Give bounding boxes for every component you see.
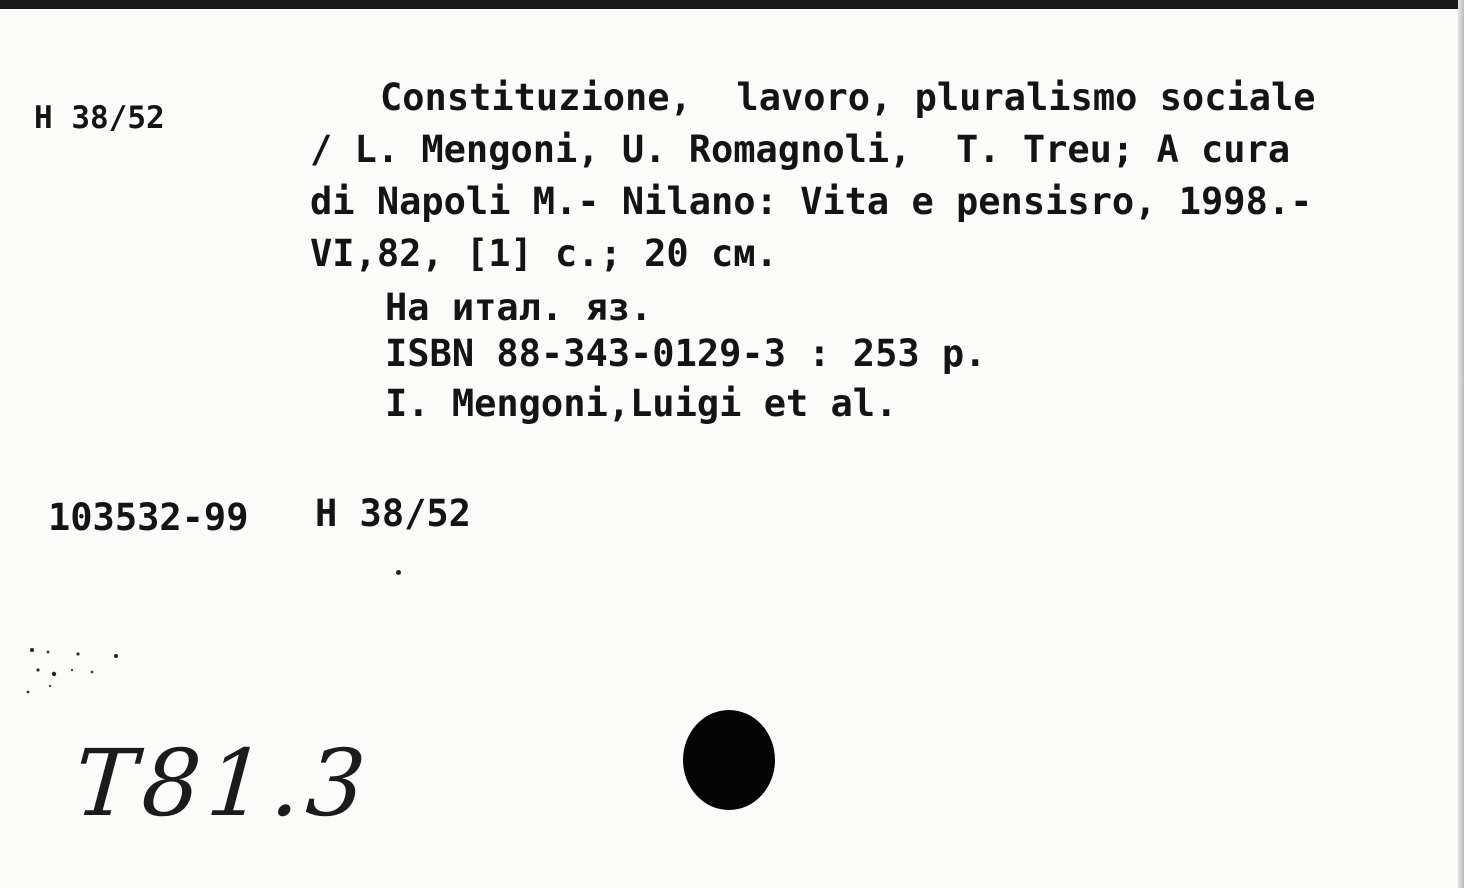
handwritten-mark: T81.3 xyxy=(71,730,375,837)
punch-hole xyxy=(683,710,775,810)
card-top-edge xyxy=(0,0,1464,9)
entry-line-1: Constituzione, lavoro, pluralismo sociale xyxy=(380,76,1316,119)
added-entry-note: I. Mengoni,Luigi et al. xyxy=(385,382,898,425)
language-note: На итал. яз. xyxy=(385,286,653,329)
entry-line-4: VI,82, [1] c.; 20 см. xyxy=(310,232,778,275)
accession-number: 103532-99 xyxy=(48,496,249,539)
shelf-mark: H 38/52 xyxy=(315,492,471,535)
entry-line-2: / L. Mengoni, U. Romagnoli, T. Treu; A cura xyxy=(310,128,1291,171)
card-right-edge xyxy=(1458,0,1464,888)
entry-line-3: di Napoli M.- Nilano: Vita e pensisro, 1998.- xyxy=(310,180,1313,223)
call-number: H 38/52 xyxy=(34,100,165,136)
ink-speckles xyxy=(20,640,130,700)
ink-dot xyxy=(396,570,401,575)
isbn-note: ISBN 88-343-0129-3 : 253 p. xyxy=(385,332,987,375)
